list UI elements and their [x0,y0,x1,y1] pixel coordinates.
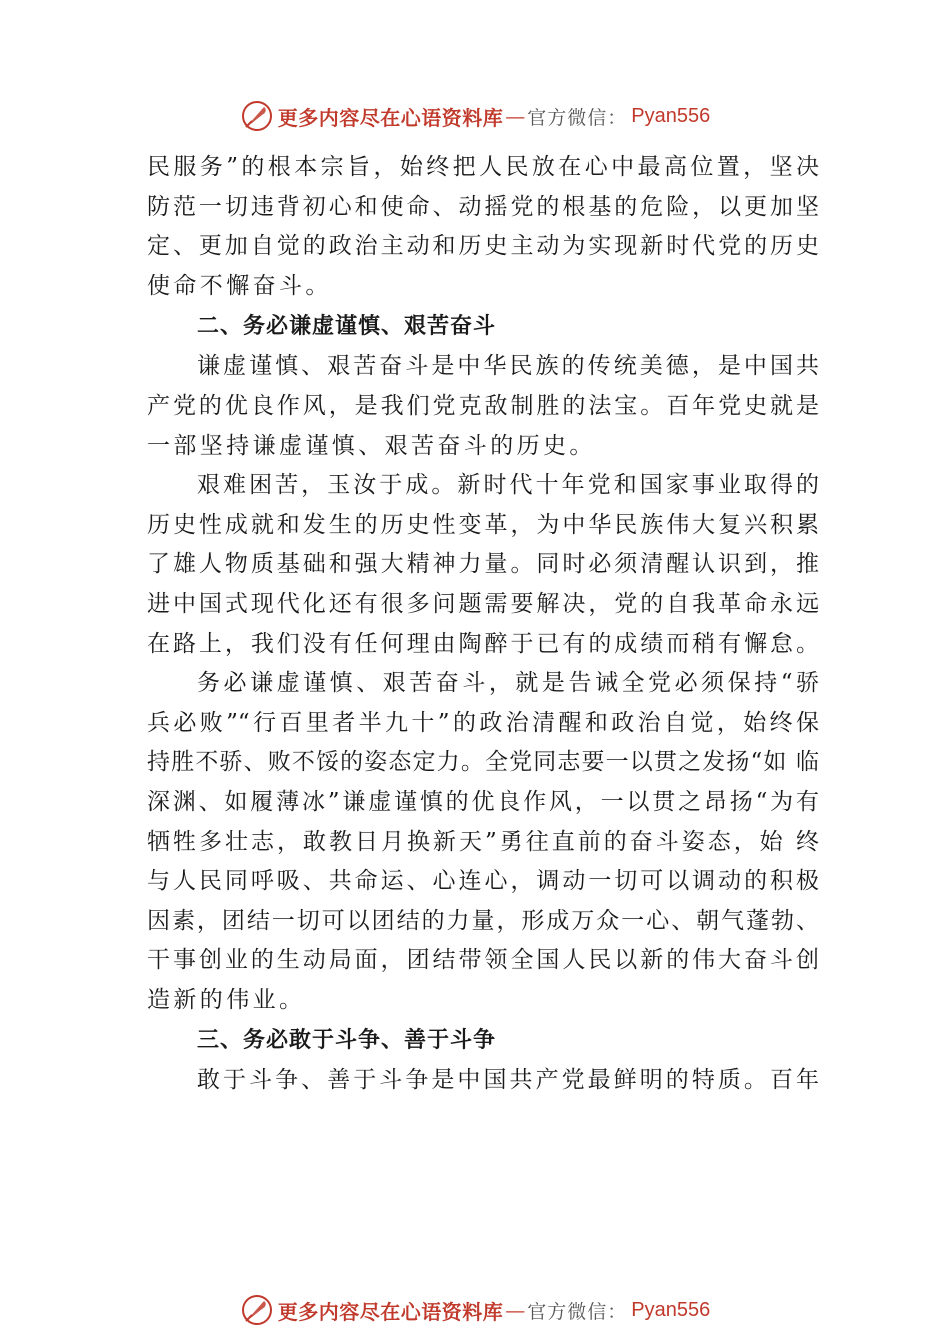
section-heading-2: 二、务必谦虚谨慎、艰苦奋斗 [197,314,497,340]
quill-logo-icon [240,99,274,133]
watermark-account: Pyan556 [631,1298,711,1321]
watermark-label: 官方微信： [527,106,628,129]
paragraph-line: 与人民同呼吸、共命运、心连心，调动一切可以调动的积极 [147,868,819,895]
paragraph-line: 干事创业的生动局面，团结带领全国人民以新的伟大奋斗创 [147,947,819,974]
quill-logo-icon [240,1293,274,1327]
paragraph-line: 务必谦虚谨慎、艰苦奋斗，就是告诫全党必须保持“骄 [197,670,819,697]
paragraph-line: 造新的伟业。 [147,986,306,1013]
header-watermark [0,96,950,136]
paragraph-line: 谦虚谨慎、艰苦奋斗是中华民族的传统美德，是中国共 [197,353,819,380]
paragraph-line: 民服务”的根本宗旨，始终把人民放在心中最高位置，坚决 [147,154,819,180]
paragraph-line: 一部坚持谦虚谨慎、艰苦奋斗的历史。 [147,432,596,459]
section-heading-3: 三、务必敢于斗争、善于斗争 [197,1028,497,1054]
paragraph-line: 在路上，我们没有任何理由陶醉于已有的成绩而稍有懈怠。 [147,630,819,657]
watermark-brand: 更多内容尽在心语资料库 [277,105,504,130]
paragraph-line: 敢于斗争、善于斗争是中国共产党最鲜明的特质。百年 [197,1067,819,1094]
paragraph-line: 持胜不骄、败不馁的姿态定力。全党同志要一以贯之发扬“如 临 [147,749,819,776]
watermark-dash: — [505,104,526,128]
document-body [147,148,819,1101]
footer-watermark [0,1290,950,1330]
paragraph-line: 兵必败”“行百里者半九十”的政治清醒和政治自觉，始终保 [147,709,819,736]
paragraph-line: 防范一切违背初心和使命、动摇党的根基的危险，以更加坚 [147,193,819,220]
watermark-label: 官方微信： [527,1300,628,1323]
paragraph-line: 使命不懈奋斗。 [147,272,332,299]
paragraph-line: 定、更加自觉的政治主动和历史主动为实现新时代党的历史 [147,233,819,260]
paragraph-line: 深渊、如履薄冰”谦虚谨慎的优良作风，一以贯之昂扬“为有 [147,788,819,815]
paragraph-line: 了雄⼈物质基础和强大精神力量。同时必须清醒认识到，推 [147,551,819,578]
paragraph-line: 因素，团结一切可以团结的力量，形成万众一心、朝气蓬勃、 [147,907,819,934]
paragraph-line: 进中国式现代化还有很多问题需要解决，党的自我革命永远 [147,590,819,617]
watermark-account: Pyan556 [631,104,711,127]
watermark-brand: 更多内容尽在心语资料库 [277,1299,504,1324]
paragraph-line: 艰难困苦，玉汝于成。新时代十年党和国家事业取得的 [197,472,819,499]
watermark-dash: — [505,1298,526,1322]
paragraph-line: 产党的优良作风，是我们党克敌制胜的法宝。百年党史就是 [147,392,819,419]
paragraph-line: 牺牲多壮志，敢教日月换新天”勇往直前的奋斗姿态，始 终 [147,828,819,855]
paragraph-line: 历史性成就和发生的历史性变革，为中华民族伟大复兴积累 [147,511,819,538]
